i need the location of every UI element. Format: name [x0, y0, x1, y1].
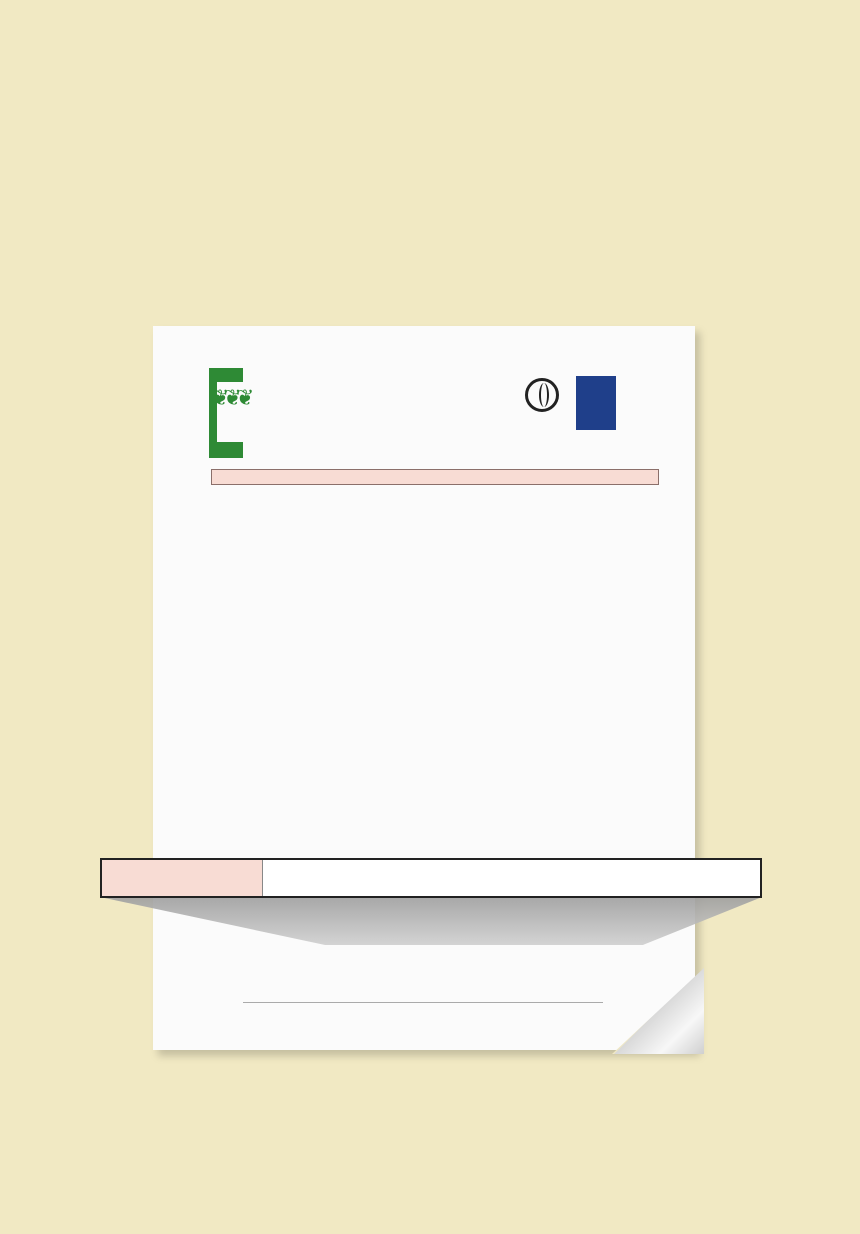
remarks-zoom-callout [100, 858, 762, 898]
product-header-table [211, 469, 659, 485]
ukas-logo [576, 376, 616, 430]
callout-label [102, 860, 263, 896]
headline-line-1 [0, 38, 860, 92]
sheet-title [212, 470, 659, 485]
callout-text [263, 860, 760, 896]
leaf-icon: ❦❦❦ [211, 386, 249, 411]
globe-icon [525, 378, 559, 412]
footer-divider [243, 1002, 603, 1003]
